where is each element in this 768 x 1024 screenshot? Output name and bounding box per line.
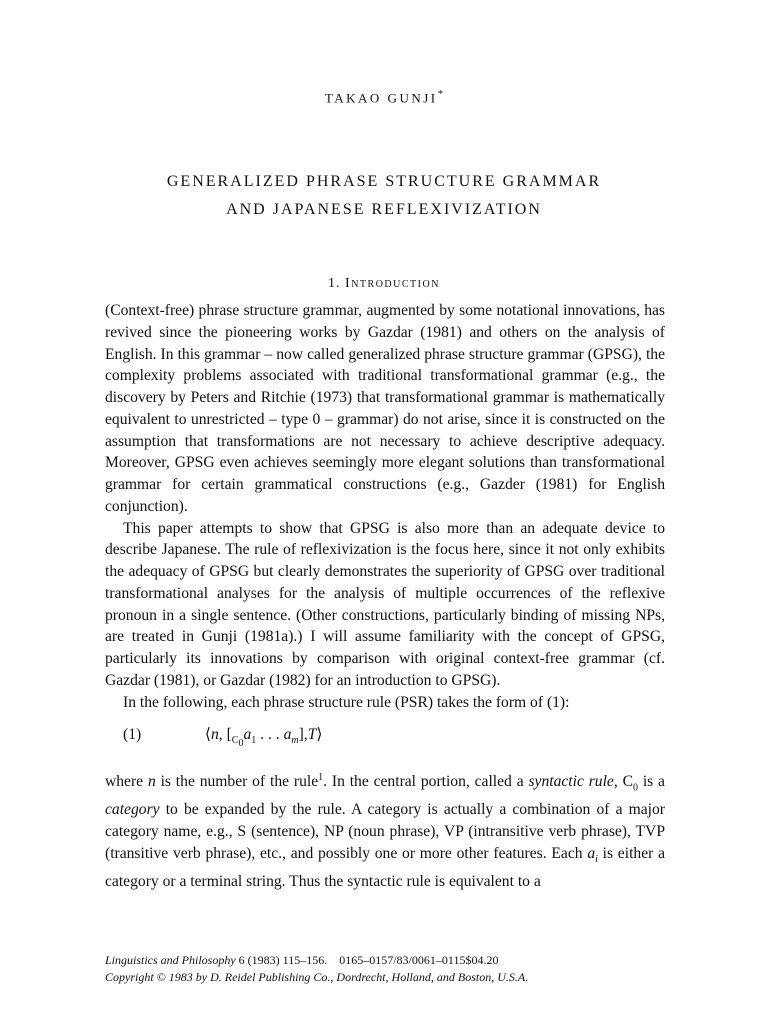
journal-issn: 0165–0157/83/0061–0115$04.20 [339, 953, 499, 967]
journal-name: Linguistics and Philosophy [105, 953, 236, 967]
paragraph-4: where n is the number of the rule$^1$. In the central portion, called a syntactic rule, $C_0$ is a category to be expanded by the rule. A category is actually a combination of a major category name, e.g., S (sentence), NP (noun phrase), VP (intransitive verb phrase), TVP (transitive verb phrase), etc., and possibly one or more other features. Each $a_i$ is either a category or a terminal string. Thus the syntactic rule is equivalent to a [105, 772, 665, 890]
rule-number: (1) [123, 726, 142, 744]
author-name: TAKAO GUNJI* [324, 88, 444, 106]
body-text [105, 300, 665, 893]
footnote-mark: 1 [318, 772, 324, 784]
journal-details: (1983) 115–156. [247, 953, 328, 967]
copyright-line: Copyright © 1983 by D. Reidel Publishing Co., Dordrecht, Holland, and Boston, U.S.A. [105, 970, 529, 984]
paragraph-1: (Context-free) phrase structure grammar, augmented by some notational innovations, has revived since the pioneering works by Gazdar (1981) and others on the analysis of English. In this grammar – now called generalized phrase structure grammar (GPSG), the complexity problems associated with traditional transformational grammar (e.g., the discovery by Peters and Ritchie (1973) that transformational grammar is mathematically equivalent to unrestricted – type 0 – grammar) do not arise, since it is constructed on the assumption that transformations are not necessary to achieve descriptive adequacy. Moreover, GPSG even achieves seemingly more elegant solutions than transformational grammar for certain grammatical constructions (e.g., Gazder (1981) for English conjunction). [105, 302, 665, 515]
section-heading [0, 276, 768, 292]
rule-formula: ⟨n, [$_{C_0}a_1$ . . . $a_m],T⟩$ [204, 726, 323, 750]
section-number: 1. [328, 276, 341, 291]
paragraph-2: This paper attempts to show that GPSG is also more than an adequate device to describe Japanese. The rule of reflexivization is the focus here, since it not only exhibits the adequacy of GPSG but clearly demonstrates the superiority of GPSG over traditional transformational analyses for the analysis of multiple occurrences of the reflexive pronoun in a single sentence. (Other constructions, particularly binding of missing NPs, are treated in Gunji (1981a).) I will assume familiarity with the concept of GPSG, particularly its innovations by comparison with original context-free grammar (cf. Gazdar (1981), or Gazdar (1982) for an introduction to GPSG). [105, 519, 665, 689]
author-footnote-mark: * [437, 88, 444, 100]
title-line-2: AND JAPANESE REFLEXIVIZATION [226, 201, 542, 218]
citation-footer [105, 952, 685, 986]
journal-citation [105, 952, 685, 969]
paper-title [0, 168, 768, 224]
paragraph-3: In the following, each phrase structure rule (PSR) takes the form of (1): [123, 693, 570, 711]
rule-example [105, 724, 665, 755]
section-title: Introduction [345, 276, 440, 291]
title-line-1: GENERALIZED PHRASE STRUCTURE GRAMMAR [166, 173, 602, 190]
journal-volume: 6 [238, 953, 245, 967]
